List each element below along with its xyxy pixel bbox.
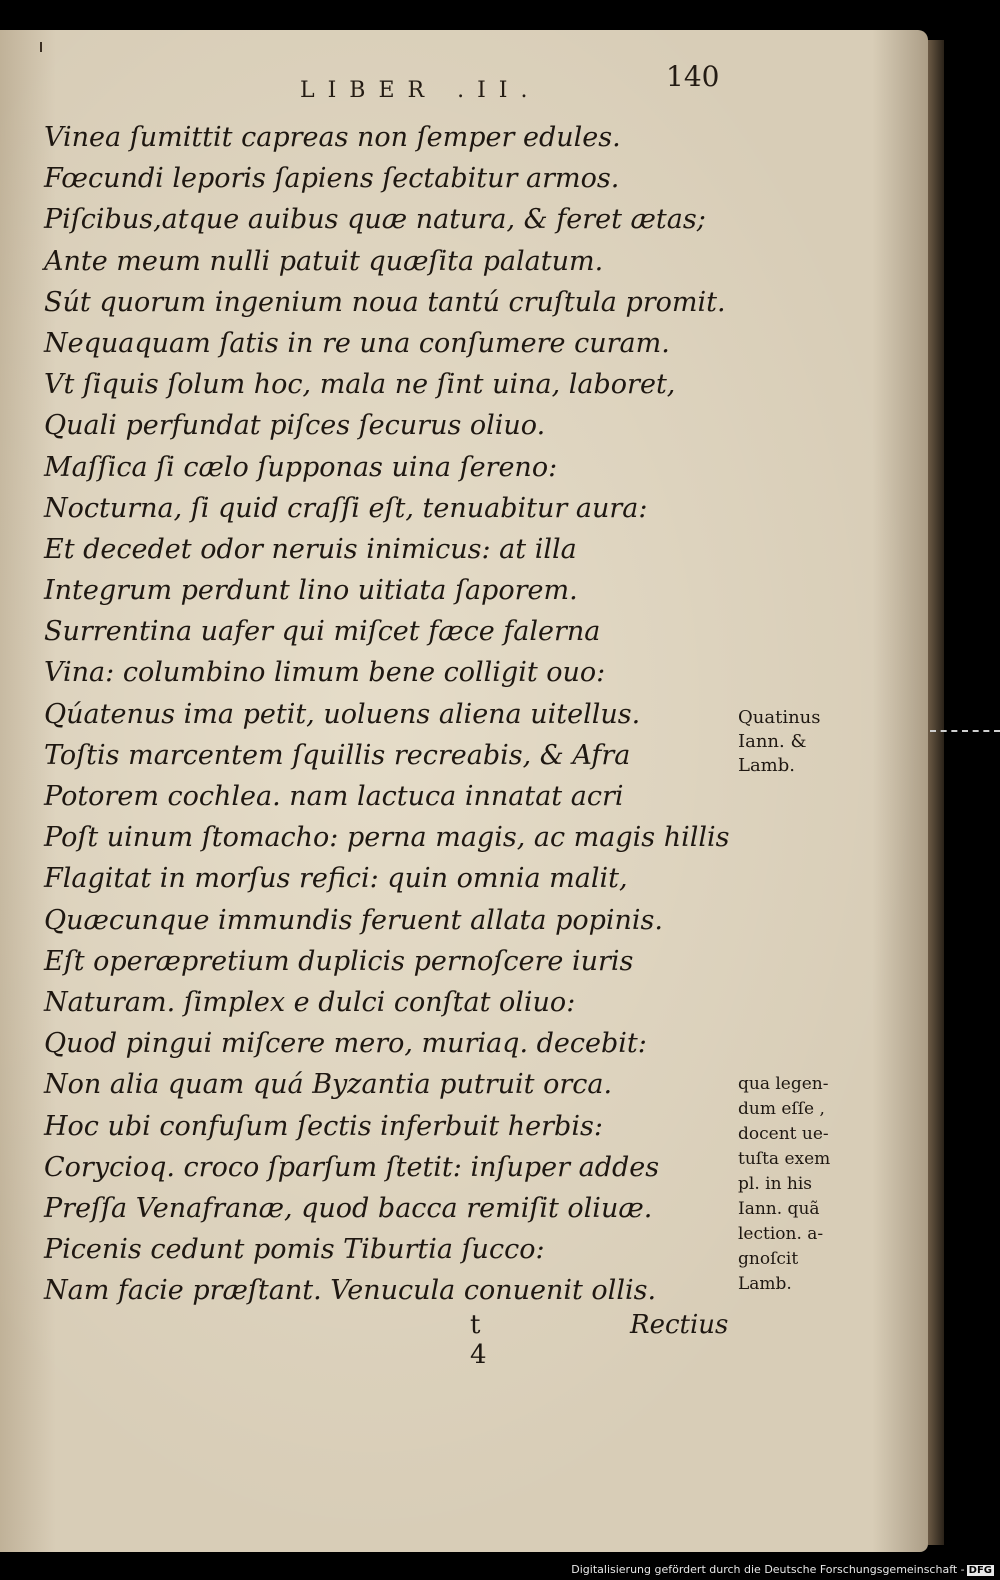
verse-line: Naturam. ſimplex e dulci conſtat oliuo: [44,986,576,1018]
verse-line: Corycioq. croco ſparſum ſtetit: inſuper addes [44,1151,660,1183]
verse-line: Nequaquam ſatis in re una conſumere curam. [44,327,670,359]
signature-mark: t 4 [470,1310,487,1370]
marginal-note: qua legen- dum eſſe , docent ue- tuſta exem pl. in his Iann. quã lection. a- gnoſcit Lamb. [738,1074,831,1294]
verse-line: Hoc ubi confuſum ſectis inferbuit herbis: [44,1110,603,1142]
verse-line: Quod pingui miſcere mero, muriaq. decebit: [44,1028,647,1060]
verse-line: Fœcundi leporis ſapiens ſectabitur armos. [44,163,620,195]
verse-line: Non alia quam quá Byzantia putruit orca. [44,1069,613,1101]
folio-number: 140 [666,60,720,93]
verse-line: Eſt operæpretium duplicis pernoſcere iuris [44,945,634,977]
verse-line: Potorem cochlea. nam lactuca innatat acri [44,781,624,812]
marginal-note: Quatinus Iann. & Lamb. [738,707,821,776]
verse-line: Surrentina uafer qui miſcet fæce falerna [44,616,601,648]
verse-line: Nam facie præſtant. Venucula conuenit ollis. [44,1275,657,1307]
verse-line: Maſſica ſi cælo ſupponas uina ſereno: [44,451,558,483]
verse-line: Et decedet odor neruis inimicus: at illa [44,533,577,565]
verse-line: Poſt uinum ſtomacho: perna magis, ac magis hillis [44,822,730,854]
verse-line: Nocturna, ſi quid craſſi eſt, tenuabitur aura: [44,492,648,524]
verse-line: Vinea ſumittit capreas non ſemper edules. [44,122,621,153]
verse-line: Preſſa Venafranæ, quod bacca remiſit oliuæ. [44,1192,653,1224]
page-edge [928,40,944,1545]
verse-line: Integrum perdunt lino uitiata ſaporem. [44,575,578,607]
verse-line: Quali perfundat piſces ſecurus oliuo. [44,410,546,442]
digitization-credit [571,1563,994,1576]
running-title: LIBER .II. [300,78,541,103]
catchword: Rectius [630,1310,729,1340]
credit-text: Digitalisierung gefördert durch die Deutsche Forschungsgemeinschaft - [571,1563,965,1576]
verse-line: Qúatenus ima petit, uoluens aliena uitellus. [44,698,641,730]
verse-line: Vt ſiquis ſolum hoc, mala ne ſint uina, laboret, [44,369,676,401]
verse-line: Flagitat in morſus refici: quin omnia malit, [44,863,628,895]
verse-line: Picenis cedunt pomis Tiburtia ſucco: [44,1234,545,1266]
dashed-guide [930,730,1000,732]
verse-line: Toſtis marcentem ſquillis recreabis, & Afra [44,739,631,771]
verse-line: Sút quorum ingenium noua tantú cruſtula promit. [44,286,726,318]
dfg-logo: DFG [968,1565,992,1576]
verse-line: Ante meum nulli patuit quæſita palatum. [44,245,604,277]
verse-line: Piſcibus,atque auibus quæ natura, & feret ætas; [44,204,706,236]
margin-mark [40,42,42,52]
verse-line: Quæcunque immundis feruent allata popinis. [44,904,663,936]
verse-block [44,117,730,1311]
verse-line: Vina: columbino limum bene colligit ouo: [44,657,606,689]
